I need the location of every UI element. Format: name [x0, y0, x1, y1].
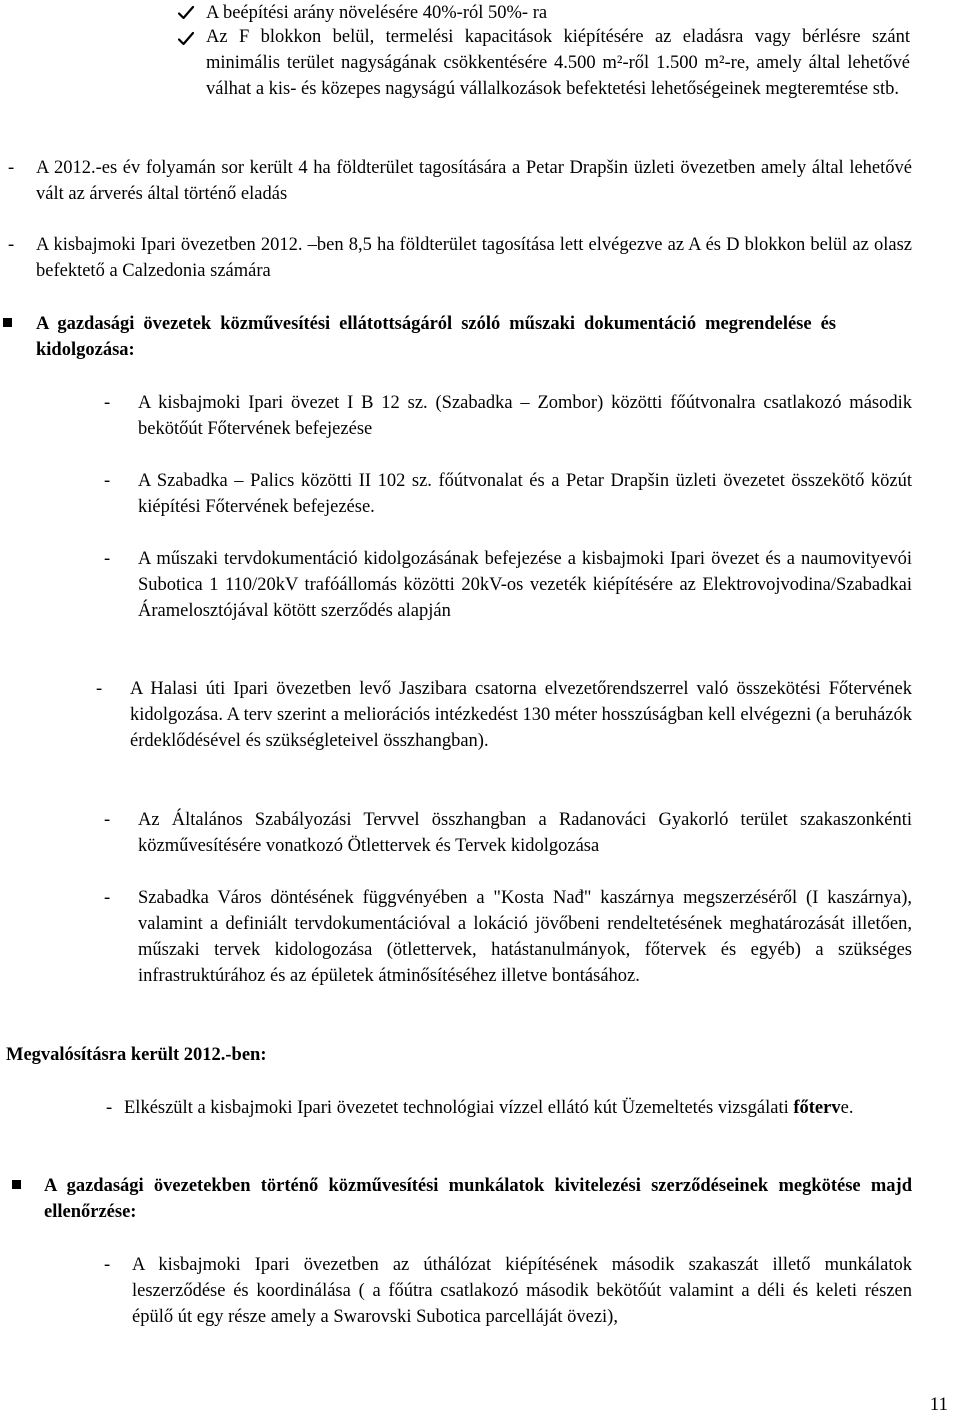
doc-item-radanovac: Az Általános Szabályozási Tervvel összhangban a Radanováci Gyakorló terület szakaszonkénti közművesítésére vonatkozó Ötlettervek és Tervek kidolgozása	[138, 810, 912, 856]
square-bullet-icon	[3, 318, 12, 327]
dash-marker: -	[104, 471, 111, 491]
checkmark-icon	[178, 5, 194, 21]
checklist-item-ratio: A beépítési arány növelésére 40%-ról 50%- ra	[206, 3, 548, 23]
dash-marker: -	[104, 888, 111, 908]
checkmark-icon	[178, 31, 194, 47]
dash-marker: -	[8, 158, 15, 178]
checklist-item-f-block: Az F blokkon belül, termelési kapacitások kiépítésére az eladásra vagy bérlésre szánt minimális terület nagyságának csökkentésére 4.500 m²-ről 1.500 m²-re, amely által lehetővé válhat a kis- és közepes nagyságú vállalkozások befektetési lehetőségeinek megteremtése stb.	[206, 27, 910, 99]
dash-marker: -	[104, 810, 111, 830]
contracts-item-road-network: A kisbajmoki Ipari övezetben az úthálózat kiépítésének második szakaszát illető munkálatok leszerződése és koordinálása ( a főútra csatlakozó második bekötőút valamint a déli és keleti részen épülő út egy része amely a Swarovski Subotica parcelláját övezi),	[132, 1255, 912, 1327]
doc-item-jaszibara-canal: A Halasi úti Ipari övezetben levő Jaszibara csatorna elvezetőrendszerrel való összekötési Főtervének kidolgozása. A terv szerint a meliorációs intézkedést 130 méter hosszúságban kell elvégezni (a beruházók érdeklődésével és szükségleteivel összhangban).	[130, 679, 912, 751]
dash-marker: -	[8, 235, 15, 255]
dash-marker: -	[106, 1098, 113, 1118]
doc-item-20kv-line: A műszaki tervdokumentáció kidolgozásának befejezése a kisbajmoki Ipari övezet és a naumovityevói Subotica 1 110/20kV trafóállomás közötti 20kV-os vezeték kiépítésére az Elektrovojvodina/Szabadkai Áramelosztójával kötött szerződés alapján	[138, 549, 912, 621]
paragraph-kisbajmok-parcel: A kisbajmoki Ipari övezetben 2012. –ben 8,5 ha földterület tagosítása lett elvégezve az A és D blokkon belül az olasz befektető a Calzedonia számára	[36, 235, 912, 281]
square-bullet-icon	[12, 1180, 21, 1189]
realized-item-well: Elkészült a kisbajmoki Ipari övezetet technológiai vízzel ellátó kút Üzemeltetés vizsgálati főterve.	[124, 1098, 854, 1118]
heading-realized-2012: Megvalósításra került 2012.-ben:	[6, 1045, 267, 1065]
paragraph-2012-parcel: A 2012.-es év folyamán sor került 4 ha földterület tagosítására a Petar Drapšin üzleti övezetben amely által lehetővé vált az árverés által történő eladás	[36, 158, 912, 204]
heading-documentation: A gazdasági övezetek közművesítési ellátottságáról szóló műszaki dokumentáció megrendelése és kidolgozása:	[36, 314, 836, 360]
dash-marker: -	[104, 549, 111, 569]
doc-item-palics-road: A Szabadka – Palics közötti II 102 sz. főútvonalat és a Petar Drapšin üzleti övezetet összekötő közút kiépítési Főtervének befejezése.	[138, 471, 912, 517]
heading-contracts: A gazdasági övezetekben történő közművesítési munkálatok kivitelezési szerződéseinek megkötése majd ellenőrzése:	[44, 1176, 912, 1222]
dash-marker: -	[104, 393, 111, 413]
doc-item-kisbajmok-road: A kisbajmoki Ipari övezet I B 12 sz. (Szabadka – Zombor) közötti főútvonalra csatlakozó második bekötőút Főtervének befejezése	[138, 393, 912, 439]
dash-marker: -	[104, 1255, 111, 1275]
dash-marker: -	[96, 679, 103, 699]
doc-item-kosta-nad-barracks: Szabadka Város döntésének függvényében a "Kosta Nađ" kaszárnya megszerzéséről (I kaszárnya), valamint a definiált tervdokumentációval a lokáció jövőbeni rendeltetésének meghatározását illetően, műszaki tervek kidologozása (ötlettervek, hatástanulmányok, főtervek és egyéb) a szükséges infrastruktúrához és az épületek átminősítéséhez illetve bontásához.	[138, 888, 912, 986]
page-number: 11	[929, 1394, 948, 1415]
